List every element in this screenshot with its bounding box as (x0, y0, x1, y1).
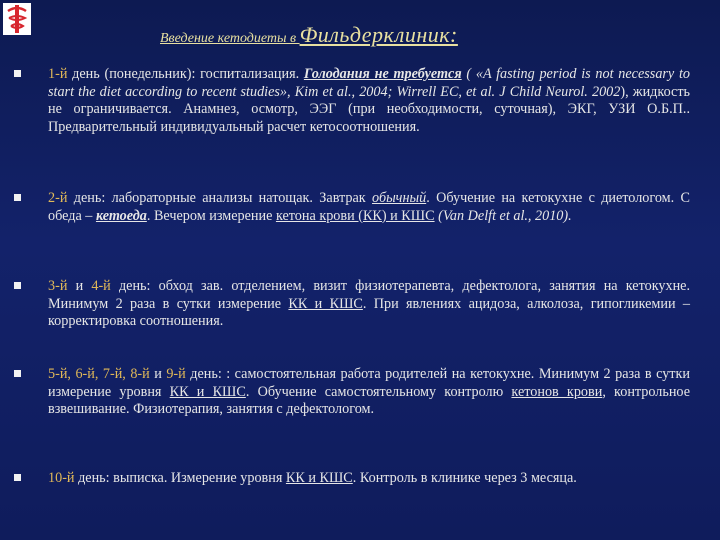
day-label: 10-й (48, 470, 75, 486)
list-item-text: 2-й день: лабораторные анализы натощак. Завтрак обычный. Обучение на кетокухне с диетологом. С обеда – кетоеда. Вечером измерение кетона крови (КК) и КШС (Van Delft et al., 2010). (48, 190, 690, 224)
list-item (14, 470, 690, 488)
medical-emblem-icon (2, 2, 32, 36)
title-prefix: Введение кетодиеты в (160, 31, 300, 46)
underlined-text: КК и КШС (169, 383, 246, 400)
square-bullet-icon (14, 474, 21, 481)
emphasis-text: кетоеда (95, 207, 147, 224)
title-clinic-name: Фильдерклиник: (299, 22, 458, 47)
day-label: 4-й (91, 278, 111, 294)
square-bullet-icon (14, 194, 21, 201)
list-item (14, 66, 690, 136)
list-item-text: 10-й день: выписка. Измерение уровня КК и КШС. Контроль в клинике через 3 месяца. (48, 470, 577, 486)
citation-text: ( «A fasting period is not necessary to start the diet according to recent studies», Kim et al., 2004; Wirrell EC, et al. J Child Neurol. 2002 (48, 66, 690, 100)
day-label: 1-й (48, 66, 68, 82)
day-label: 2-й (48, 190, 68, 206)
square-bullet-icon (14, 70, 21, 77)
list-item (14, 366, 690, 419)
emphasis-text: Голодания не требуется (303, 66, 462, 82)
list-item-text: 5-й, 6-й, 7-й, 8-й и 9-й день: : самостоятельная работа родителей на кетокухне. Минимум 2 раза в сутки измерение уровня КК и КШС. Обучение самостоятельному контролю кетонов крови, контрольное взвешивание. Физиотерапия, занятия с дефектологом. (48, 366, 690, 418)
square-bullet-icon (14, 282, 21, 289)
underlined-text: КК и КШС (288, 295, 363, 312)
list-item-text: 1-й день (понедельник): госпитализация. Голодания не требуется ( «A fasting period is not necessary to start the diet according to recent studies», Kim et al., 2004; Wirrell EC, et al. J Child Neurol. 2002), жидкость не ограничивается. Анамнез, осмотр, ЭЭГ (при необходимости, суточная), ЭКГ, УЗИ О.Б.П.. Предварительный индивидуальный расчет кетосоотношения. (48, 66, 690, 135)
list-item (14, 190, 690, 225)
list-item (14, 278, 690, 331)
square-bullet-icon (14, 370, 21, 377)
underlined-text: кетона крови (КК) и КШС (275, 207, 435, 224)
citation-text: (Van Delft et al., 2010). (434, 207, 572, 224)
day-label: 3-й (48, 278, 68, 294)
list-item-text: 3-й и 4-й день: обход зав. отделением, визит физиотерапевта, дефектолога, занятия на кетокухне. Минимум 2 раза в сутки измерение КК и КШС. При явлениях ацидоза, алколоза, гипогликемии – корректировка соотношения. (48, 278, 691, 330)
day-label: 5-й, 6-й, 7-й, 8-й (48, 366, 150, 382)
day-label: 9-й (166, 366, 186, 382)
emphasis-text: обычный (372, 190, 427, 206)
slide-title (160, 22, 700, 48)
underlined-text: КК и КШС (285, 470, 353, 486)
underlined-text: кетонов крови (511, 383, 603, 400)
